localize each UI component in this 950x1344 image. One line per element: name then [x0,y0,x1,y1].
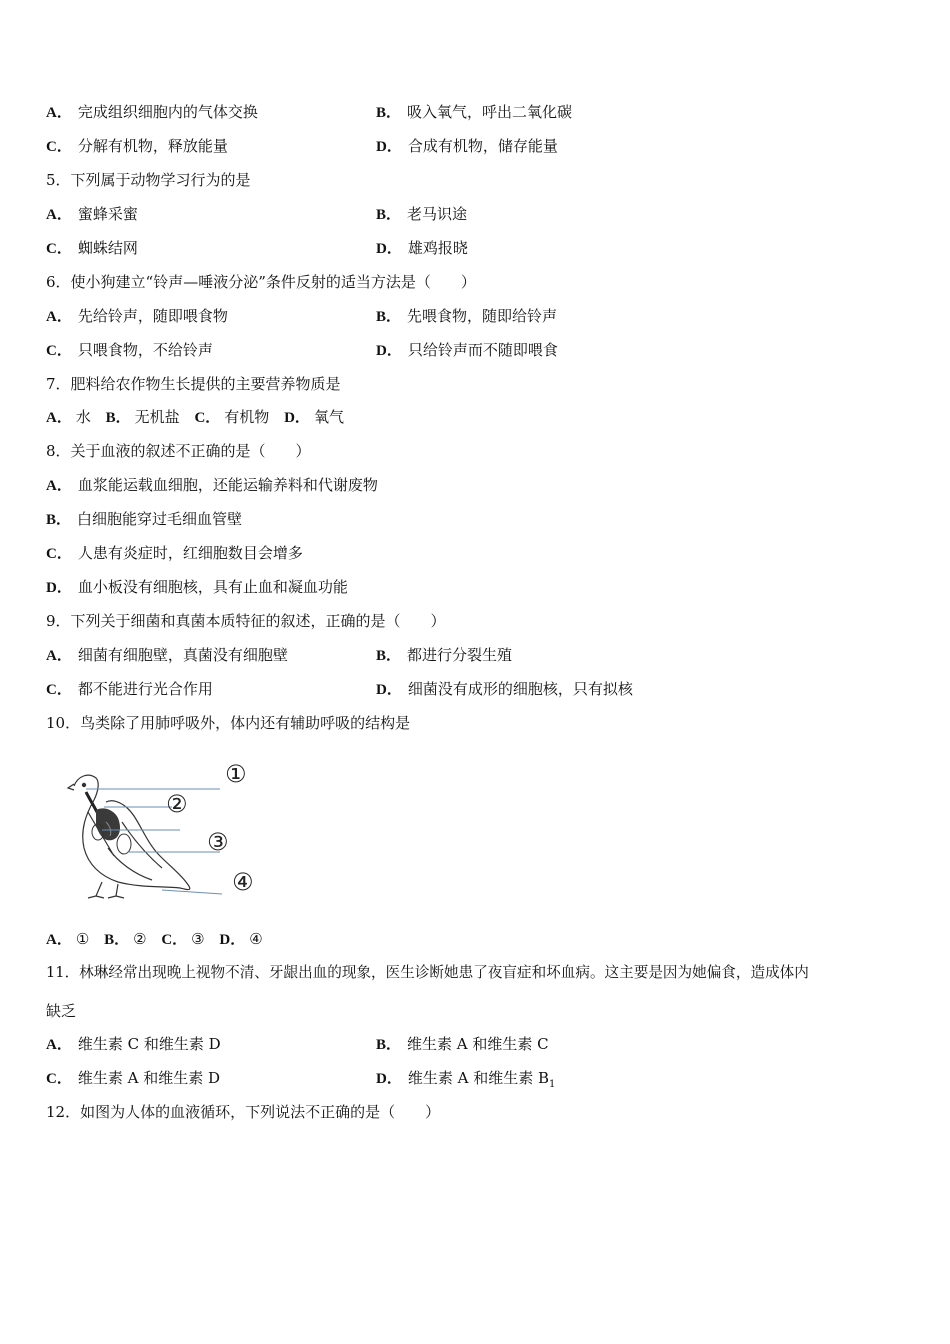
option-label: D． [219,932,246,948]
option-label: A． [46,410,72,426]
option-text: 蜜蜂采蜜 [77,205,138,223]
option-label: A． [46,648,72,664]
q6-stem: 6．使小狗建立“铃声—唾液分泌”条件反射的适当方法是（ ） [46,273,476,291]
option-label: C． [46,682,72,698]
q5-option-a[interactable] [46,202,138,226]
option-label: A． [46,932,72,948]
option-label: B． [376,105,402,121]
q7-option-c[interactable] [194,408,269,426]
q9-option-d[interactable] [376,677,633,701]
option-text: 老马识途 [407,205,468,223]
option-text: 维生素 C 和维生素 D [77,1035,221,1053]
q11-option-c[interactable] [46,1066,220,1090]
q9-option-c[interactable] [46,677,213,701]
option-label: C． [194,410,221,426]
option-text: 分解有机物，释放能量 [77,137,228,155]
q10-option-b[interactable] [104,930,146,948]
option-text: 无机盐 [134,408,180,426]
option-text: 合成有机物，储存能量 [407,137,558,155]
figure-label-3: ③ [207,828,229,856]
q4-option-d[interactable] [376,134,558,158]
option-label: D． [46,580,72,596]
q8-stem: 8．关于血液的叙述不正确的是（ ） [46,442,311,460]
q7-option-a[interactable] [46,408,91,426]
option-label: D． [376,1071,402,1087]
q8-option-d[interactable] [46,575,348,599]
q8-option-c[interactable] [46,541,303,565]
q6-option-a[interactable] [46,304,228,328]
q7-options [46,405,354,429]
option-text: 人患有炎症时，红细胞数目会增多 [77,544,303,562]
q5-option-c[interactable] [46,236,138,260]
option-label: A． [46,309,72,325]
q9-stem: 9．下列关于细菌和真菌本质特征的叙述，正确的是（ ） [46,612,446,630]
q4-option-c[interactable] [46,134,228,158]
q10-stem: 10．鸟类除了用肺呼吸外，体内还有辅助呼吸的结构是 [46,714,411,732]
q5-option-d[interactable] [376,236,468,260]
option-text: 水 [75,408,91,426]
option-label: A． [46,105,72,121]
option-label: C． [46,1071,72,1087]
option-label: D． [376,343,402,359]
q10-option-d[interactable] [219,930,262,948]
option-label: D． [376,682,402,698]
option-label: D． [376,241,402,257]
q11-stem-line1: 11．林琳经常出现晚上视物不清、牙龈出血的现象，医生诊断她患了夜盲症和坏血病。这主要是因为她偏食，造成体内 [46,964,809,981]
option-text: 只给铃声而不随即喂食 [407,341,558,359]
option-text: ② [133,930,147,948]
q5-stem: 5．下列属于动物学习行为的是 [46,171,251,189]
pointer-lines [86,789,222,894]
q11-stem-line2: 缺乏 [46,1002,77,1020]
option-label: C． [46,139,72,155]
option-text: 只喂食物，不给铃声 [77,341,213,359]
q11-option-b[interactable] [376,1032,549,1056]
option-label: B． [105,410,131,426]
q6-option-d[interactable] [376,338,558,362]
option-label: C． [46,241,72,257]
option-subscript: 1 [549,1079,556,1090]
option-text: 氧气 [313,408,344,426]
option-text: ① [75,930,90,948]
pigeon-respiratory-figure [62,752,272,902]
option-text: 吸入氧气，呼出二氧化碳 [407,103,573,121]
option-text: 先喂食物，随即给铃声 [407,307,558,325]
option-text: 有机物 [224,408,270,426]
q10-option-a[interactable] [46,930,89,948]
option-text: 细菌没有成形的细胞核，只有拟核 [407,680,633,698]
q10-option-c[interactable] [161,930,204,948]
option-text: ③ [191,930,205,948]
q7-option-d[interactable] [284,408,344,426]
option-label: B． [46,512,72,528]
option-text: 维生素 A 和维生素 B [407,1069,550,1087]
q10-options [46,927,273,951]
q9-option-a[interactable] [46,643,288,667]
option-text: 白细胞能穿过毛细血管壁 [77,510,243,528]
option-label: B． [376,309,402,325]
figure-label-4: ④ [232,868,254,896]
figure-label-1: ① [225,760,247,788]
q7-option-b[interactable] [106,408,180,426]
option-text: 维生素 A 和维生素 D [77,1069,221,1087]
option-label: C． [161,932,188,948]
q6-option-b[interactable] [376,304,557,328]
option-label: A． [46,207,72,223]
option-label: C． [46,546,72,562]
option-text: 血小板没有细胞核，具有止血和凝血功能 [77,578,348,596]
option-text: 都进行分裂生殖 [407,646,513,664]
option-label: C． [46,343,72,359]
option-label: B． [104,932,130,948]
option-label: D． [284,410,310,426]
q11-option-d[interactable] [376,1066,555,1090]
q12-stem: 12．如图为人体的血液循环，下列说法不正确的是（ ） [46,1103,441,1121]
option-text: 完成组织细胞内的气体交换 [77,103,258,121]
q8-option-a[interactable] [46,473,378,497]
option-text: 血浆能运载血细胞，还能运输养料和代谢废物 [77,476,378,494]
option-label: D． [376,139,402,155]
q8-option-b[interactable] [46,507,242,531]
option-text: 维生素 A 和维生素 C [407,1035,549,1053]
option-text: 细菌有细胞壁，真菌没有细胞壁 [77,646,288,664]
option-label: A． [46,478,72,494]
q9-option-b[interactable] [376,643,512,667]
option-text: 先给铃声，随即喂食物 [77,307,228,325]
option-text: 都不能进行光合作用 [77,680,213,698]
option-label: B． [376,648,402,664]
q4-option-b[interactable] [376,100,572,124]
option-label: B． [376,1037,402,1053]
option-text: 蜘蛛结网 [77,239,138,257]
figure-label-2: ② [166,790,188,818]
option-text: ④ [249,930,263,948]
q6-option-c[interactable] [46,338,213,362]
option-label: A． [46,1037,72,1053]
q11-option-a[interactable] [46,1032,221,1056]
q7-stem: 7．肥料给农作物生长提供的主要营养物质是 [46,375,341,393]
option-text: 雄鸡报晓 [407,239,468,257]
option-label: B． [376,207,402,223]
q4-option-a[interactable] [46,100,258,124]
q5-option-b[interactable] [376,202,467,226]
